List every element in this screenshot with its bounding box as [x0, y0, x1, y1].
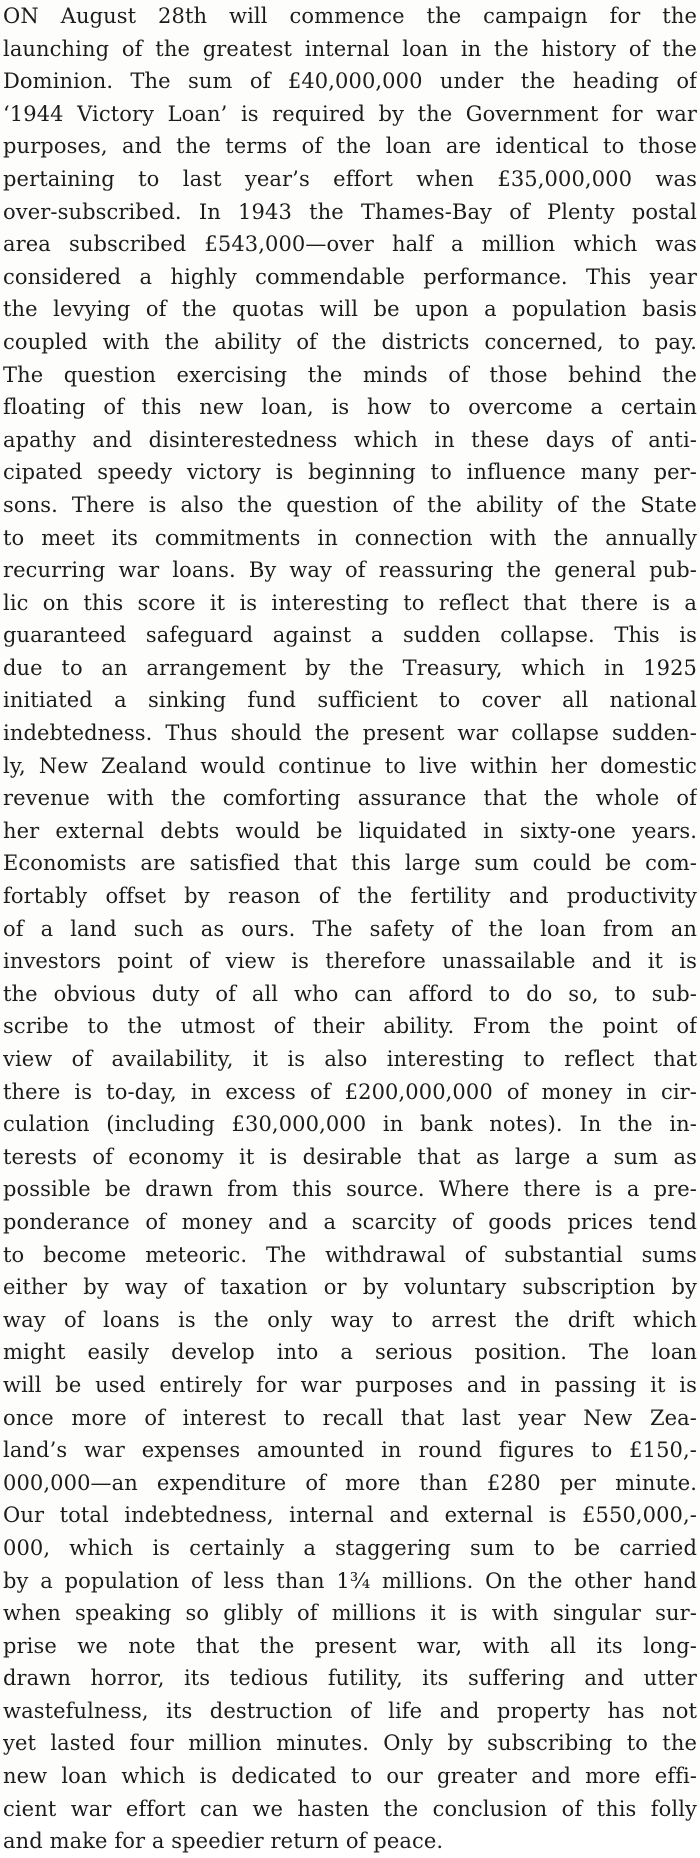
article-line: wastefulness, its destruction of life and property has not	[3, 1698, 697, 1723]
article-line: The question exercising the minds of those behind the	[3, 362, 697, 387]
article-line: purposes, and the terms of the loan are identical to those	[3, 134, 697, 159]
article-line: new loan which is dedicated to our greater and more effi-	[3, 1764, 697, 1789]
article-line: way of loans is the only way to arrest the drift which	[3, 1307, 697, 1332]
article-line: when speaking so glibly of millions it is with singular sur-	[3, 1601, 697, 1626]
article-line: scribe to the utmost of their ability. From the point of	[3, 1014, 697, 1039]
article-line: initiated a sinking fund sufficient to cover all national	[3, 688, 697, 713]
article-line: to become meteoric. The withdrawal of substantial sums	[3, 1242, 697, 1267]
article-line: revenue with the comforting assurance that the whole of	[3, 786, 697, 811]
article-line: over-subscribed. In 1943 the Thames-Bay of Plenty postal	[3, 199, 697, 224]
article-line: lic on this score it is interesting to reflect that there is a	[3, 590, 697, 615]
article-line: will be used entirely for war purposes and in passing it is	[3, 1372, 697, 1397]
article-line: there is to-day, in excess of £200,000,000 of money in cir-	[3, 1079, 697, 1104]
article-line: pertaining to last year’s effort when £35,000,000 was	[3, 166, 697, 191]
article-line: of a land such as ours. The safety of the loan from an	[3, 916, 697, 941]
article-line: once more of interest to recall that last year New Zea-	[3, 1405, 697, 1430]
article-line: her external debts would be liquidated in sixty-one years.	[3, 818, 697, 843]
article-line: recurring war loans. By way of reassuring the general pub-	[3, 558, 697, 583]
article-line: culation (including £30,000,000 in bank notes). In the in-	[3, 1112, 697, 1137]
article-line: terests of economy it is desirable that as large a sum as	[3, 1144, 697, 1169]
article-line: the obvious duty of all who can afford to do so, to sub-	[3, 981, 697, 1006]
article-line: Economists are satisfied that this large sum could be com-	[3, 851, 697, 876]
article-line: and make for a speedier return of peace.	[3, 1829, 444, 1854]
article-line: 000, which is certainly a staggering sum to be carried	[3, 1535, 697, 1560]
article-line: launching of the greatest internal loan in the history of the	[3, 36, 697, 61]
article-line: view of availability, it is also interesting to reflect that	[3, 1047, 697, 1071]
article-line: to meet its commitments in connection with the annually	[3, 525, 697, 550]
article-line: possible be drawn from this source. Where there is a pre-	[3, 1177, 697, 1202]
article-line: cipated speedy victory is beginning to influence many per-	[3, 460, 697, 485]
article-line: by a population of less than 1¾ millions. On the other hand	[3, 1568, 697, 1593]
article-body	[3, 0, 697, 1858]
article-line: indebtedness. Thus should the present war collapse sudden-	[3, 721, 697, 746]
article-line: might easily develop into a serious position. The loan	[3, 1340, 697, 1365]
article-line: ponderance of money and a scarcity of goods prices tend	[3, 1209, 697, 1234]
article-line: ly, New Zealand would continue to live within her domestic	[3, 753, 697, 778]
article-line: 000,000—an expenditure of more than £280 per minute.	[3, 1470, 697, 1495]
article-line: coupled with the ability of the districts concerned, to pay.	[3, 329, 697, 354]
article-line: Our total indebtedness, internal and external is £550,000,-	[3, 1503, 697, 1528]
article-line: cient war effort can we hasten the conclusion of this folly	[3, 1796, 697, 1821]
article-line: guaranteed safeguard against a sudden collapse. This is	[3, 623, 697, 648]
article-line: investors point of view is therefore unassailable and it is	[3, 949, 697, 974]
article-line: either by way of taxation or by voluntary subscription by	[3, 1275, 697, 1300]
article-line: due to an arrangement by the Treasury, which in 1925	[3, 655, 697, 680]
article-line: drawn horror, its tedious futility, its suffering and utter	[3, 1666, 697, 1691]
article-line: sons. There is also the question of the ability of the State	[3, 492, 697, 517]
article-line: area subscribed £543,000—over half a million which was	[3, 232, 697, 257]
article-line: fortably offset by reason of the fertility and productivity	[3, 884, 697, 909]
article-line: the levying of the quotas will be upon a population basis	[3, 297, 697, 322]
article-line: ‘1944 Victory Loan’ is required by the Government for war	[3, 101, 697, 126]
article-line: yet lasted four million minutes. Only by subscribing to the	[3, 1731, 697, 1756]
article-line: considered a highly commendable performance. This year	[3, 264, 697, 289]
article-line: ON August 28th will commence the campaign for the	[3, 4, 697, 28]
article-line: prise we note that the present war, with all its long-	[3, 1633, 697, 1658]
article-line: apathy and disinterestedness which in these days of anti-	[3, 427, 697, 452]
article-line: Dominion. The sum of £40,000,000 under the heading of	[3, 69, 697, 94]
article-line: floating of this new loan, is how to overcome a certain	[3, 395, 697, 420]
article-line: land’s war expenses amounted in round figures to £150,-	[3, 1438, 697, 1463]
